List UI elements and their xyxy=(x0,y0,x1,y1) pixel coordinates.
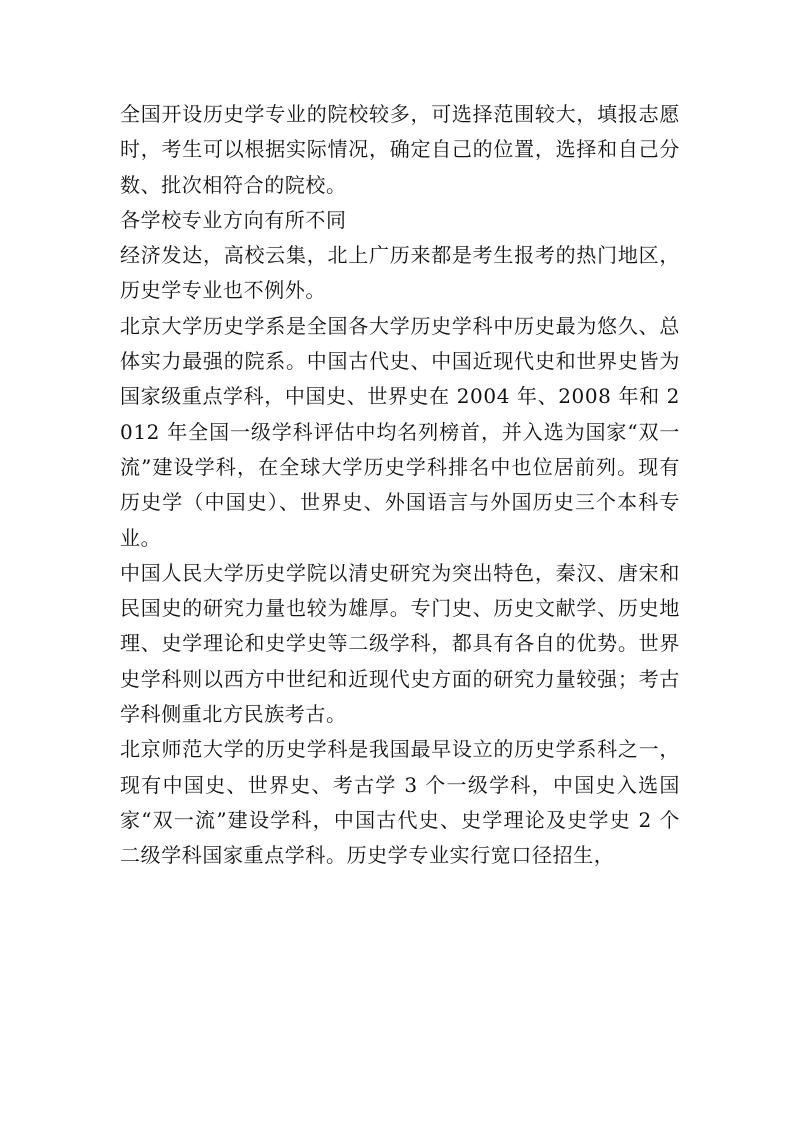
paragraph-pku: 北京大学历史学系是全国各大学历史学科中历史最为悠久、总体实力最强的院系。中国古代史、中国近现代史和世界史皆为国家级重点学科，中国史、世界史在 2004 年、2008 年和 2012 年全国一级学科评估中均名列榜首，并入选为国家“双一流”建设学科，在全球大学历史学科排名中也位居前列。现有历史学（中国史）、世界史、外国语言与外国历史三个本科专业。 xyxy=(120,313,680,550)
paragraph-heading-directions: 各学校专业方向有所不同 xyxy=(120,207,347,232)
paragraph-ruc: 中国人民大学历史学院以清史研究为突出特色，秦汉、唐宋和民国史的研究力量也较为雄厚。专门史、历史文献学、历史地理、史学理论和史学史等二级学科，都具有各自的优势。世界史学科则以西方中世纪和近现代史方面的研究力量较强；考古学科侧重北方民族考古。 xyxy=(120,560,680,727)
document-body xyxy=(120,97,680,874)
paragraph-bnu: 北京师范大学的历史学科是我国最早设立的历史学系科之一，现有中国史、世界史、考古学 3 个一级学科，中国史入选国家“双一流”建设学科，中国古代史、史学理论及史学史 2 个二级学科国家重点学科。历史学专业实行宽口径招生， xyxy=(120,737,680,868)
paragraph-regions: 经济发达，高校云集，北上广历来都是考生报考的热门地区，历史学专业也不例外。 xyxy=(120,243,680,303)
paragraph-intro: 全国开设历史学专业的院校较多，可选择范围较大，填报志愿时，考生可以根据实际情况，确定自己的位置，选择和自己分数、批次相符合的院校。 xyxy=(120,102,680,197)
